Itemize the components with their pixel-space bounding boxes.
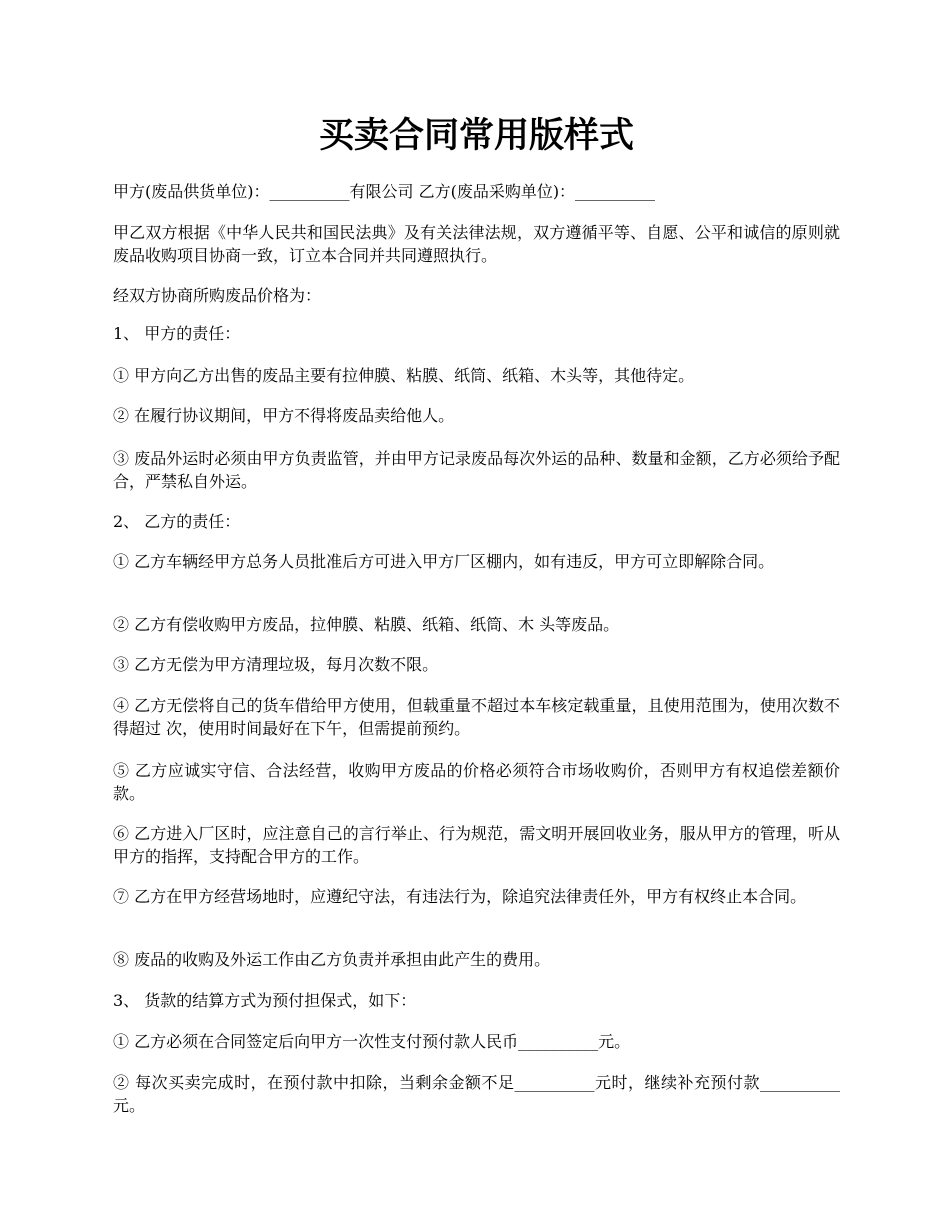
price-intro: 经双方协商所购废品价格为： [113, 286, 322, 305]
section-heading-party-a: 1、 甲方的责任： [113, 324, 241, 343]
clause-a-1: ① 甲方向乙方出售的废品主要有拉伸膜、粘膜、纸筒、纸箱、木头等，其他待定。 [113, 366, 695, 385]
clause-a-2: ② 在履行协议期间，甲方不得将废品卖给他人。 [113, 406, 455, 425]
clause-payment-1: ① 乙方必须在合同签定后向甲方一次性支付预付款人民币__________元。 [113, 1032, 631, 1051]
clause-b-3: ③ 乙方无偿为甲方清理垃圾，每月次数不限。 [113, 655, 439, 674]
clause-b-6: ⑥ 乙方进入厂区时，应注意自己的言行举止、行为规范，需文明开展回收业务，服从甲方的管理，听从甲方的指挥，支持配合甲方的工作。 [113, 824, 840, 866]
clause-b-8: ⑧ 废品的收购及外运工作由乙方负责并承担由此产生的费用。 [113, 950, 551, 969]
clause-b-2: ② 乙方有偿收购甲方废品，拉伸膜、粘膜、纸箱、纸筒、木 头等废品。 [113, 615, 620, 634]
section-heading-party-b: 2、 乙方的责任： [113, 512, 241, 531]
clause-payment-2: ② 每次买卖完成时，在预付款中扣除，当剩余金额不足__________元时，继续补充预付款__________元。 [113, 1073, 840, 1115]
clause-b-1: ① 乙方车辆经甲方总务人员批准后方可进入甲方厂区棚内，如有违反，甲方可立即解除合同。 [113, 552, 775, 571]
clause-b-4: ④ 乙方无偿将自己的货车借给甲方使用，但载重量不超过本车核定载重量，且使用范围为，使用次数不得超过 次，使用时间最好在下午，但需提前预约。 [113, 696, 840, 738]
clause-b-7: ⑦ 乙方在甲方经营场地时，应遵纪守法，有违法行为，除追究法律责任外，甲方有权终止本合同。 [113, 887, 807, 906]
preamble-paragraph: 甲乙双方根据《中华人民共和国民法典》及有关法律法规，双方遵循平等、自愿、公平和诚信的原则就废品收购项目协商一致，订立本合同并共同遵照执行。 [113, 223, 840, 265]
clause-b-5: ⑤ 乙方应诚实守信、合法经营，收购甲方废品的价格必须符合市场收购价，否则甲方有权追偿差额价款。 [113, 761, 840, 803]
party-info: 甲方(废品供货单位)：__________有限公司 乙方(废品采购单位)：__________ [113, 182, 656, 201]
clause-a-3: ③ 废品外运时必须由甲方负责监管，并由甲方记录废品每次外运的品种、数量和金额，乙方必须给予配合，严禁私自外运。 [113, 449, 840, 491]
document-title: 买卖合同常用版样式 [318, 115, 634, 156]
section-heading-payment: 3、 货款的结算方式为预付担保式，如下： [113, 991, 417, 1010]
